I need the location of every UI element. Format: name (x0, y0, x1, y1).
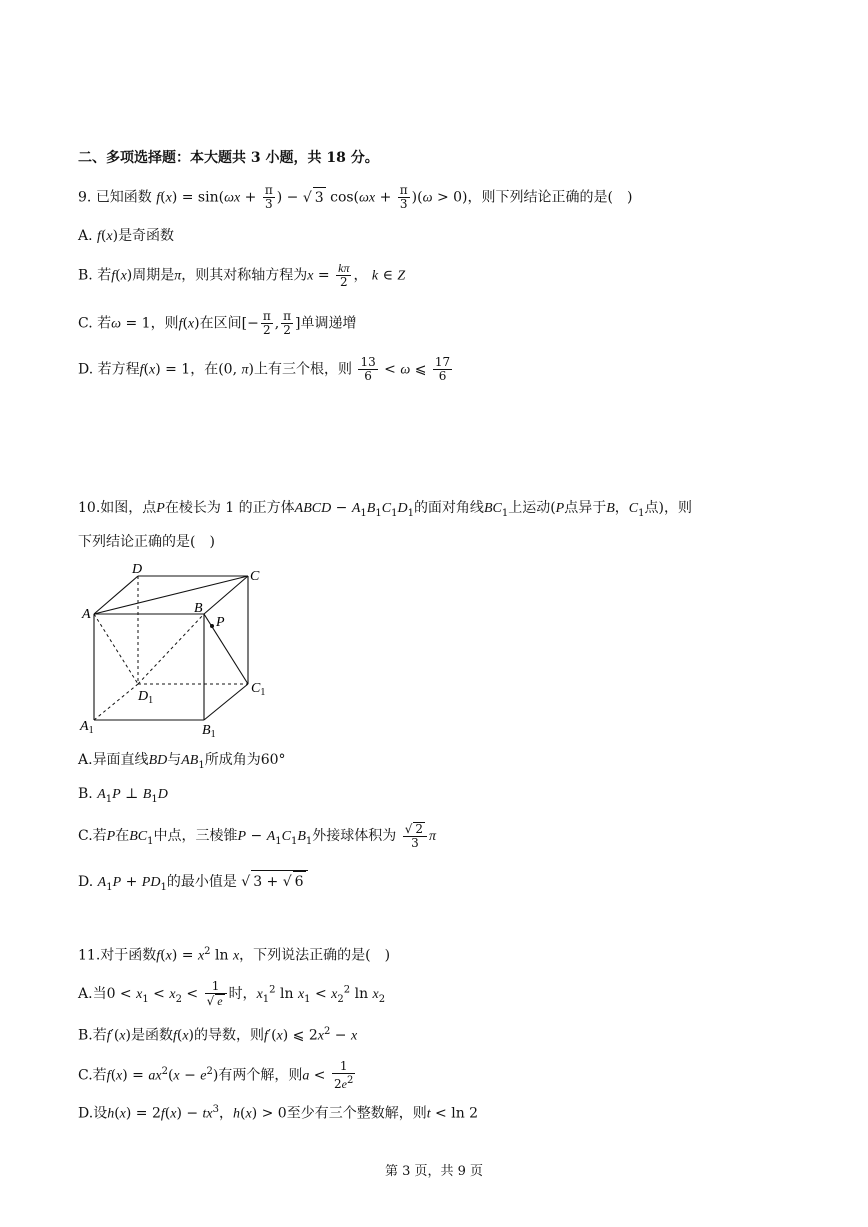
q11-b-mid2: 的导数，则 (194, 1027, 265, 1044)
section-title: 二、多项选择题：本大题共 3 小题，共 18 分。 (78, 150, 379, 166)
q11-option-a: A.当$0 < x_1 < x_2$ < $\frac{1}{√ e}$ 时，$x_1^2$ $\ln x_1 < x_2^2$ $\ln x_2$ (78, 979, 386, 1008)
q9-number: 9. (78, 189, 92, 206)
page-footer: 第 3 页，共 9 页 (384, 1164, 484, 1179)
q9-c-mid: ，则 (150, 315, 179, 332)
q9-c-pre: 若 (97, 315, 112, 332)
q9-a-text: 是奇函数 (118, 228, 175, 244)
q10-c-pre: 若 (92, 828, 107, 844)
q11-option-b: B.若f′(x)是函数f(x)的导数，则f′(x) ⩽ $2x^2 - x$ (78, 1026, 358, 1044)
label-a: A (82, 607, 91, 622)
q10-option-a: A.异面直线BD与$AB_1$所成角为60° (78, 752, 286, 771)
q11-b-label: B. (78, 1027, 93, 1044)
q11-c-label: C. (78, 1067, 93, 1084)
q9-stem: 9. 已知函数 f(x) = sin(ωx + $\frac{\pi}{3}$ ) − √ 3 cos(ωx + $\frac{\pi}{3}$ )(ω > 0)，则下列结论正确的是( ) (78, 183, 633, 211)
cube-figure (78, 560, 288, 740)
q10-stem3: 的面对角线 (413, 500, 484, 516)
q11-d-mid2: 至少有三个整数解，则 (286, 1105, 427, 1122)
q11-a-pre: 当 (92, 986, 107, 1002)
q9-b-post: ， (353, 267, 368, 284)
q10-a-pre: 异面直线 (92, 752, 149, 768)
q9-c-post: 单调递增 (300, 315, 357, 332)
q10-c-mid: 在 (115, 828, 130, 844)
q11-c-mid: 有两个解，则 (218, 1067, 303, 1084)
q11-d-mid: ， (219, 1105, 234, 1122)
q9-option-c: C. 若ω = 1，则f(x)在区间[− $\frac{\pi}{2}$ , $\frac{\pi}{2}$ ]单调递增 (78, 309, 357, 337)
q11-stem: 11.对于函数$f(x) = x^2$ ln x，下列说法正确的是( ) (78, 946, 391, 964)
q9-c-label: C. (78, 315, 93, 332)
q9-b-mid2: ，则其对称轴方程为 (181, 267, 308, 284)
label-b: B (194, 601, 203, 616)
q9-b-label: B. (78, 267, 93, 284)
q10-a-mid: 与 (167, 752, 182, 768)
q9-stem-text: 已知函数 (95, 189, 152, 206)
q10-stem-line2: 下列结论正确的是( ) (78, 534, 215, 550)
q10-a-label: A. (78, 752, 93, 768)
q10-stem4: 上运动( (508, 500, 556, 516)
q11-b-pre: 若 (92, 1027, 107, 1044)
q9-d-pre: 若方程 (97, 361, 140, 378)
q10-stem6: 点)，则 (644, 500, 692, 516)
q10-option-b: B. $A_1P$ ⊥ $B_1D$ (78, 786, 168, 805)
q9-a-label: A. (78, 228, 93, 244)
label-b1: $B_1$ (202, 723, 216, 740)
q9-option-d: D. 若方程f(x) = 1，在(0, π)上有三个根，则 $\frac{13}{6}$ < ω ⩽ $\frac{17}{6}$ (78, 355, 451, 383)
q10-a-post: 所成角为 (204, 752, 261, 768)
q10-stem: 10.如图，点P在棱长为 1 的正方体ABCD − $A_1B_1C_1D_1$的面对角线$BC_1$上运动(P点异于B，$C_1$点)，则 (78, 500, 692, 519)
q9-d-label: D. (78, 361, 94, 378)
q11-number: 11. (78, 947, 101, 964)
q11-c-pre: 若 (92, 1067, 107, 1084)
q11-d-label: D. (78, 1105, 94, 1122)
q10-c-post: 外接球体积为 (312, 828, 397, 844)
point-p (210, 624, 214, 628)
q11-stem-pre: 对于函数 (100, 947, 157, 964)
q10-d-label: D. (78, 874, 94, 890)
label-d1: $D_1$ (138, 689, 154, 706)
q10-number: 10. (78, 500, 101, 516)
q9-option-b: B. 若f(x)周期是π，则其对称轴方程为x = $\frac{k\pi}{2}$ ， k ∈ Z (78, 261, 406, 289)
q9-stem-post: ，则下列结论正确的是( ) (467, 189, 633, 206)
q9-b-mid: 周期是 (132, 267, 175, 284)
label-c: C (250, 569, 260, 584)
q11-d-pre: 设 (93, 1105, 108, 1122)
label-c1: $C_1$ (251, 681, 266, 698)
label-p: P (216, 615, 225, 630)
label-d: D (132, 562, 143, 577)
q10-stem1: 如图，点 (100, 500, 157, 516)
q10-d-post: 的最小值是 (166, 874, 237, 890)
q10-stem2: 在棱长为 1 的正方体 (164, 500, 295, 516)
q10-c-mid2: 中点，三棱锥 (153, 828, 238, 844)
q10-option-d: D. $A_1P + PD_1$的最小值是 √ 3 + √ 6 (78, 870, 308, 898)
q10-option-c: C.若P在$BC_1$中点，三棱锥$P - A_1C_1B_1$外接球体积为 $\frac{√ 2}{3}$ π (78, 822, 437, 850)
q9-d-mid: ，在 (190, 361, 219, 378)
q10-b-label: B. (78, 786, 93, 802)
q11-a-mid: 时， (228, 986, 257, 1002)
q10-c-label: C. (78, 828, 93, 844)
q9-option-a: A. f(x)是奇函数 (78, 228, 175, 244)
q9-b-pre: 若 (97, 267, 112, 284)
q11-option-c: C.若$f(x) = ax^2(x - e^2)$有两个解，则a < $\frac{1}{2e^2}$ (78, 1059, 354, 1091)
q11-b-mid: 是函数 (130, 1027, 173, 1044)
q11-option-d: D.设$h(x) = 2f(x) - tx^3$，h(x) > 0至少有三个整数解，则t < ln 2 (78, 1104, 479, 1122)
q9-c-mid2: 在区间 (199, 315, 242, 332)
q11-stem-post: ，下列说法正确的是( ) (239, 947, 391, 964)
q9-d-mid2: 上有三个根，则 (253, 361, 352, 378)
q10-stem5: 点异于 (564, 500, 607, 516)
q11-a-label: A. (78, 986, 93, 1002)
label-a1: $A_1$ (80, 719, 94, 736)
